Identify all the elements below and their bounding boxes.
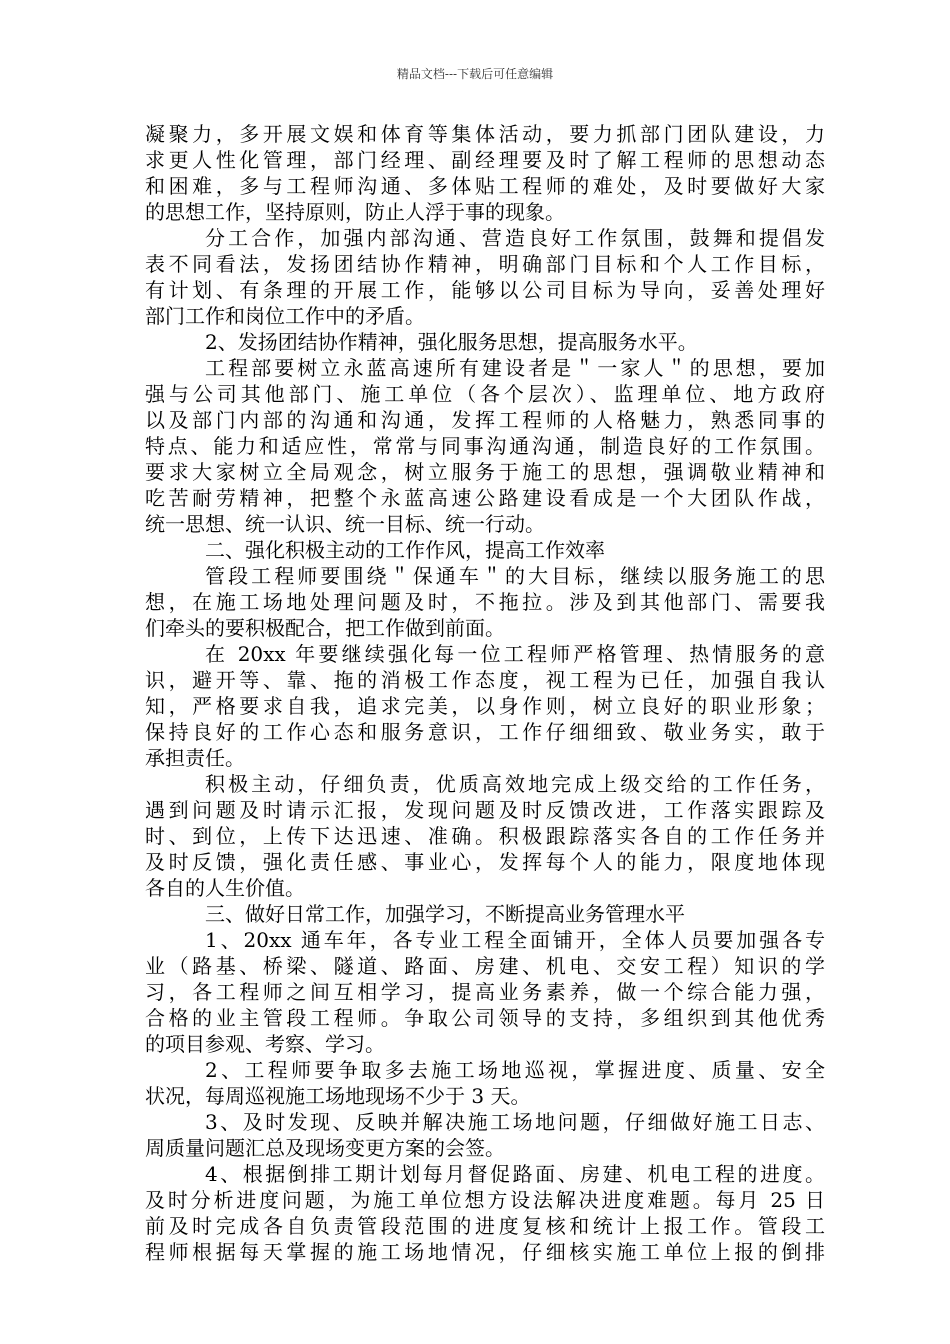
text-line: 特点、能力和适应性，常常与同事沟通沟通，制造良好的工作氛围。: [145, 434, 825, 458]
text-line: 1、20xx 通车年，各专业工程全面铺开，全体人员要加强各专: [205, 928, 825, 952]
text-line: 承担责任。: [145, 746, 245, 770]
text-line: 各自的人生价值。: [145, 876, 305, 900]
text-line: 知，严格要求自我，追求完美，以身作则，树立良好的职业形象；: [145, 694, 825, 718]
text-line: 的项目参观、考察、学习。: [145, 1032, 385, 1056]
text-line: 要求大家树立全局观念，树立服务于施工的思想，强调敬业精神和: [145, 460, 825, 484]
text-line: 2、发扬团结协作精神，强化服务思想，提高服务水平。: [205, 330, 698, 354]
text-line: 2、工程师要争取多去施工场地巡视，掌握进度、质量、安全: [205, 1058, 825, 1082]
text-line: 3、及时发现、反映并解决施工场地问题，仔细做好施工日志、: [205, 1110, 825, 1134]
text-line: 有计划、有条理的开展工作，能够以公司目标为导向，妥善处理好: [145, 278, 825, 302]
text-line: 吃苦耐劳精神，把整个永蓝高速公路建设看成是一个大团队作战，: [145, 486, 825, 510]
text-line: 时、到位，上传下达迅速、准确。积极跟踪落实各自的工作任务并: [145, 824, 825, 848]
text-line: 分工合作，加强内部沟通、营造良好工作氛围，鼓舞和提倡发: [205, 226, 825, 250]
text-line: 部门工作和岗位工作中的矛盾。: [145, 304, 425, 328]
text-line: 二、强化积极主动的工作作风，提高工作效率: [205, 538, 605, 562]
text-line: 程师根据每天掌握的施工场地情况，仔细核实施工单位上报的倒排: [145, 1240, 825, 1264]
text-line: 管段工程师要围绕＂保通车＂的大目标，继续以服务施工的思: [205, 564, 825, 588]
text-line: 习，各工程师之间互相学习，提高业务素养，做一个综合能力强，: [145, 980, 825, 1004]
text-line: 业（路基、桥梁、隧道、路面、房建、机电、交安工程）知识的学: [145, 954, 825, 978]
text-line: 和困难，多与工程师沟通、多体贴工程师的难处，及时要做好大家: [145, 174, 825, 198]
text-line: 统一思想、统一认识、统一目标、统一行动。: [145, 512, 545, 536]
text-line: 及时分析进度问题，为施工单位想方设法解决进度难题。每月 25 日: [145, 1188, 825, 1212]
text-line: 求更人性化管理，部门经理、副经理要及时了解工程师的思想动态: [145, 148, 825, 172]
text-line: 周质量问题汇总及现场变更方案的会签。: [145, 1136, 505, 1160]
text-line: 4、根据倒排工期计划每月督促路面、房建、机电工程的进度。: [205, 1162, 825, 1186]
text-line: 凝聚力，多开展文娱和体育等集体活动，要力抓部门团队建设，力: [145, 122, 825, 146]
text-line: 状况，每周巡视施工场地现场不少于 3 天。: [145, 1084, 531, 1108]
text-line: 的思想工作，坚持原则，防止人浮于事的现象。: [145, 200, 565, 224]
text-line: 表不同看法，发扬团结协作精神，明确部门目标和个人工作目标，: [145, 252, 825, 276]
text-line: 保持良好的工作心态和服务意识，工作仔细细致、敬业务实，敢于: [145, 720, 825, 744]
document-body: [145, 121, 825, 1265]
text-line: 积极主动，仔细负责，优质高效地完成上级交给的工作任务，: [205, 772, 825, 796]
text-line: 三、做好日常工作，加强学习，不断提高业务管理水平: [205, 902, 685, 926]
text-line: 想，在施工场地处理问题及时，不拖拉。涉及到其他部门、需要我: [145, 590, 825, 614]
text-line: 以及部门内部的沟通和沟通，发挥工程师的人格魅力，熟悉同事的: [145, 408, 825, 432]
text-line: 遇到问题及时请示汇报，发现问题及时反馈改进，工作落实跟踪及: [145, 798, 825, 822]
text-line: 前及时完成各自负责管段范围的进度复核和统计上报工作。管段工: [145, 1214, 825, 1238]
page-header: 精品文档---下载后可任意编辑: [396, 67, 554, 81]
text-line: 工程部要树立永蓝高速所有建设者是＂一家人＂的思想，要加: [205, 356, 825, 380]
text-line: 识，避开等、靠、拖的消极工作态度，视工程为已任，加强自我认: [145, 668, 825, 692]
text-line: 们牵头的要积极配合，把工作做到前面。: [145, 616, 505, 640]
text-line: 合格的业主管段工程师。争取公司领导的支持，多组织到其他优秀: [145, 1006, 825, 1030]
text-line: 强与公司其他部门、施工单位（各个层次）、监理单位、地方政府: [145, 382, 825, 406]
text-line: 及时反馈，强化责任感、事业心，发挥每个人的能力，限度地体现: [145, 850, 825, 874]
text-line: 在 20xx 年要继续强化每一位工程师严格管理、热情服务的意: [205, 642, 825, 666]
